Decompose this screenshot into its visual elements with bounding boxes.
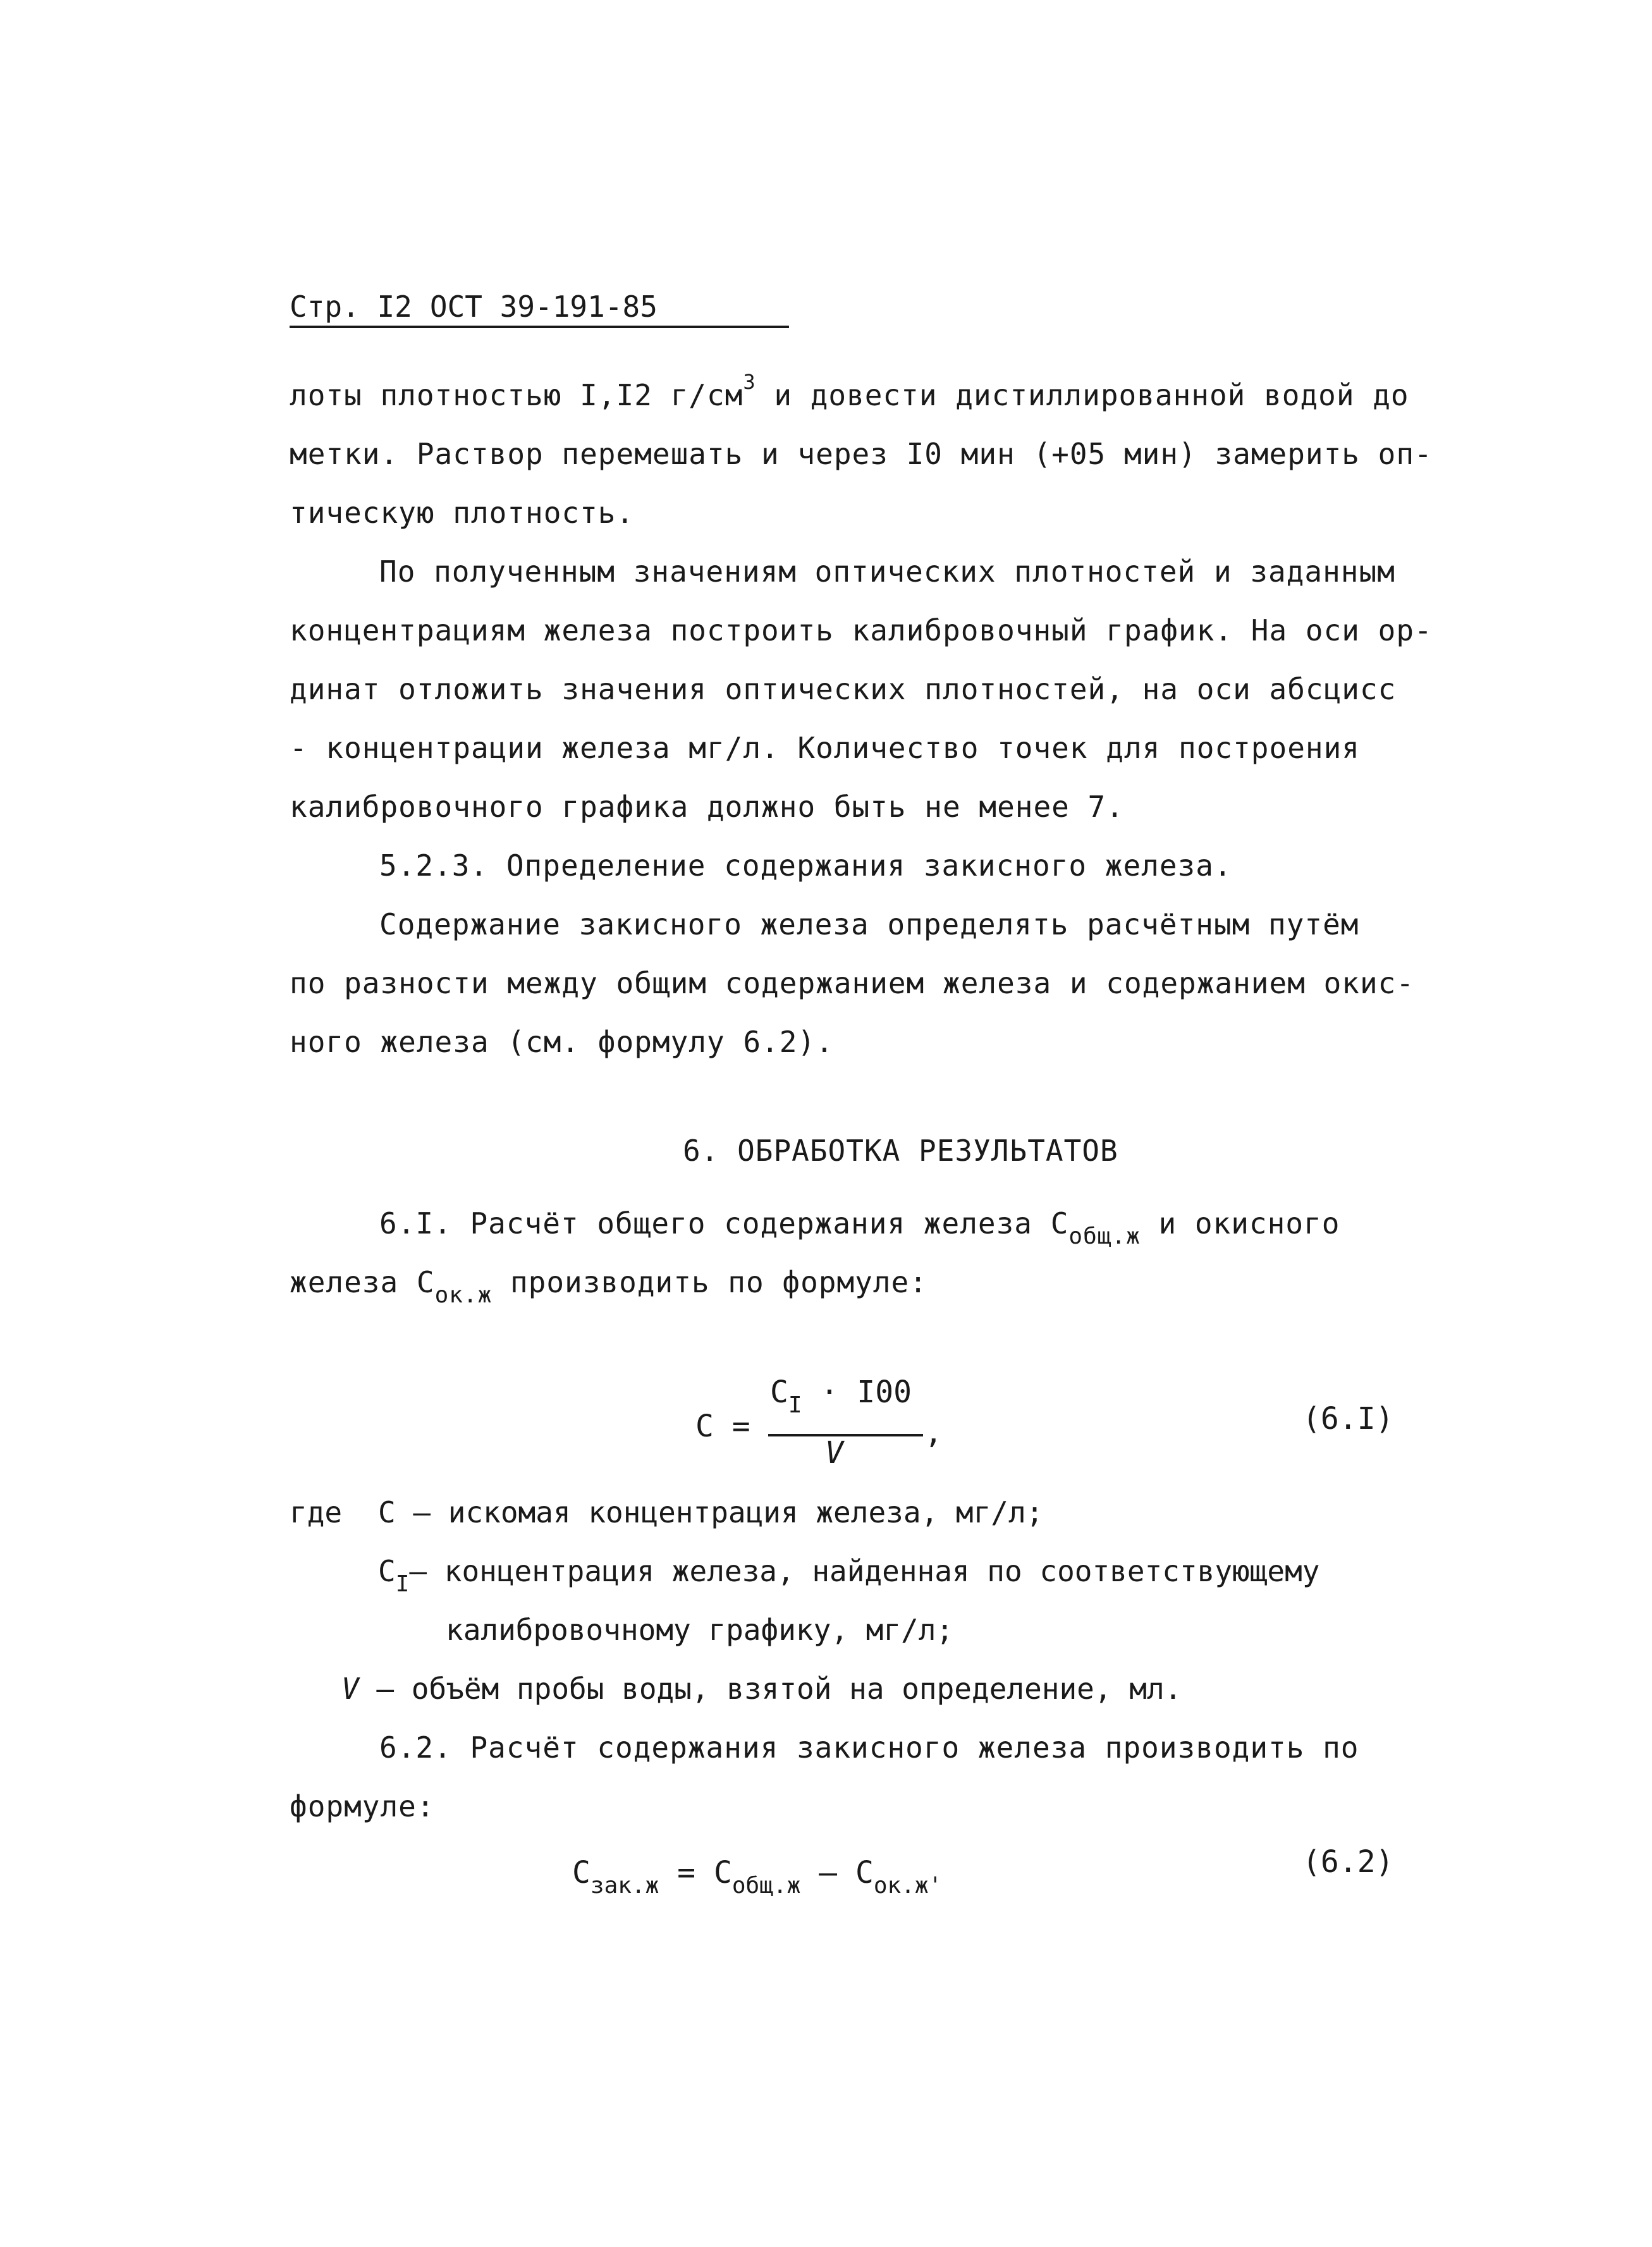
text-line: по разности между общим содержанием железа и содержанием окис- [290, 966, 1415, 1000]
subsection-heading: 5.2.3. Определение содержания закисного железа. [379, 848, 1232, 883]
text-line: железа $С_{ок.ж}$ производить по формуле: [290, 1265, 927, 1308]
definition-c1: $С_I-$ концентрация железа, найденная по соответствующему [378, 1554, 1320, 1597]
text-line: лоты плотностью I,I2 $г/см^3$ и довести дистиллированной водой до [290, 370, 1409, 412]
text-line: тическую плотность. [290, 496, 635, 530]
text-line: 6.I. Расчёт общего содержания железа $С_{общ.ж}$ и окисного [379, 1206, 1340, 1249]
superscript: 3 [743, 370, 756, 394]
text-line: концентрациям железа построить калибровочный график. На оси ор- [290, 613, 1433, 647]
page-header [290, 288, 789, 328]
text-line: метки. Раствор перемешать и через I0 мин (+05 мин) замерить оп- [290, 437, 1433, 471]
text-line: По полученным значениям оптических плотностей и заданным [379, 554, 1395, 589]
formula-denominator: V [825, 1435, 843, 1471]
definition-c1-cont: калибровочному графику, мг/л; [446, 1613, 954, 1647]
text-line: 6.2. Расчёт содержания закисного железа производить по [379, 1730, 1359, 1765]
fraction-line [768, 1434, 923, 1436]
text-line: - концентрации железа мг/л. Количество точек для построения [290, 731, 1360, 765]
equation-number: (6.I) [1302, 1401, 1394, 1436]
formula-6-2: $С_{зак.ж} = С_{общ.ж} - С_{ок.ж'}$ [572, 1855, 943, 1899]
subscript: ок.ж [434, 1282, 493, 1308]
subscript: общ.ж [1068, 1223, 1141, 1249]
definition-c: С – искомая концентрация железа, мг/л; [378, 1495, 1044, 1529]
page-number: Стр. I2 [290, 290, 412, 324]
formula-comma: , [924, 1415, 943, 1450]
text-line: калибровочного графика должно быть не менее 7. [290, 790, 1124, 824]
text-line: динат отложить значения оптических плотностей, на оси абсцисс [290, 672, 1397, 706]
formula-lhs: С = [695, 1409, 750, 1444]
equation-number: (6.2) [1302, 1844, 1394, 1880]
text-line: формуле: [290, 1789, 435, 1823]
section-heading: 6. ОБРАБОТКА РЕЗУЛЬТАТОВ [683, 1134, 1118, 1168]
definition-v: V – объём пробы воды, взятой на определение, мл. [341, 1672, 1182, 1706]
where-label: где [290, 1495, 343, 1529]
standard-code: ОСТ 39-191-85 [429, 290, 658, 324]
text-line: Содержание закисного железа определять расчётным путём [379, 907, 1359, 941]
formula-numerator: $С_I \cdot I00$ [770, 1375, 912, 1418]
text-line: ного железа (см. формулу 6.2). [290, 1025, 834, 1059]
